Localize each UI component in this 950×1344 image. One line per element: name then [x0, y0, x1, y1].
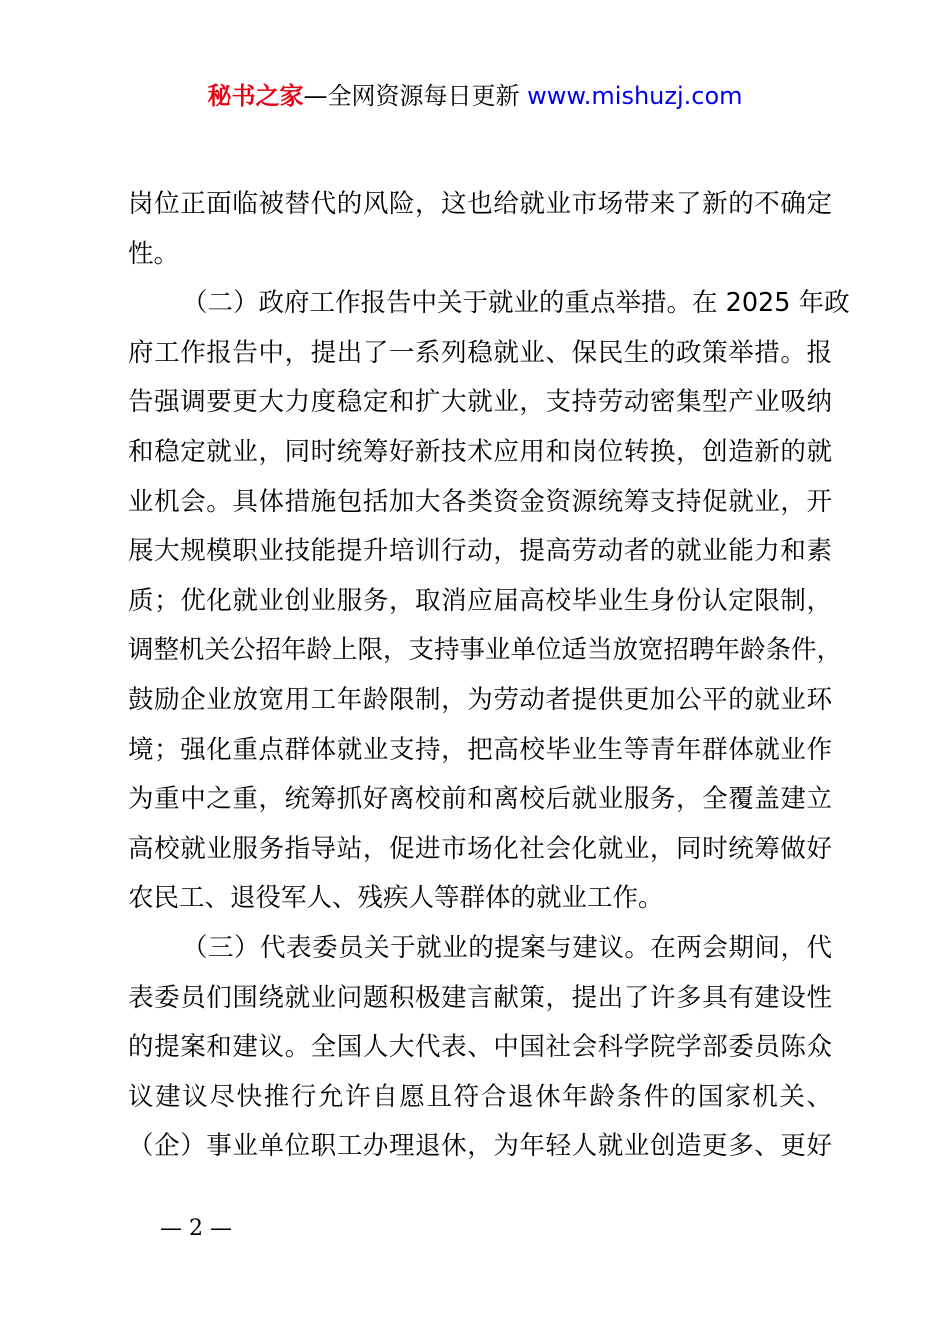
text-line: 和稳定就业，同时统筹好新技术应用和岗位转换，创造新的就: [128, 436, 832, 467]
site-url-link[interactable]: www.mishuzj.com: [527, 82, 743, 110]
text-line: 鼓励企业放宽用工年龄限制，为劳动者提供更加公平的就业环: [128, 684, 832, 715]
text-line: 质；优化就业创业服务，取消应届高校毕业生身份认定限制，: [128, 585, 832, 616]
text-line: 府工作报告中，提出了一系列稳就业、保民生的政策举措。报: [128, 337, 832, 368]
text-line: （企）事业单位职工办理退休，为年轻人就业创造更多、更好: [128, 1131, 832, 1162]
text-line: 展大规模职业技能提升培训行动，提高劳动者的就业能力和素: [128, 536, 832, 567]
section-heading-line: （三）代表委员关于就业的提案与建议。在两会期间，代: [182, 932, 832, 963]
text-line: 境；强化重点群体就业支持，把高校毕业生等青年群体就业作: [128, 734, 832, 765]
text-line: 调整机关公招年龄上限，支持事业单位适当放宽招聘年龄条件，: [128, 635, 843, 666]
header-tagline: —全网资源每日更新: [303, 82, 520, 110]
section-heading-line: （二）政府工作报告中关于就业的重点举措。在 2025 年政: [182, 288, 850, 319]
text-line: 高校就业服务指导站，促进市场化社会化就业，同时统筹做好: [128, 833, 832, 864]
text-line: 岗位正面临被替代的风险，这也给就业市场带来了新的不确定: [128, 189, 832, 219]
text-line: 业机会。具体措施包括加大各类资金资源统筹支持促就业，开: [128, 486, 832, 517]
text-line: 为重中之重，统筹抓好离校前和离校后就业服务，全覆盖建立: [128, 784, 832, 815]
document-body: [128, 180, 850, 1172]
text-line: 农民工、退役军人、残疾人等群体的就业工作。: [128, 883, 664, 914]
site-header: [0, 78, 950, 114]
text-line: 告强调要更大力度稳定和扩大就业，支持劳动密集型产业吸纳: [128, 387, 832, 418]
text-line: 表委员们围绕就业问题积极建言献策，提出了许多具有建设性: [128, 982, 832, 1013]
brand-name: 秘书之家: [207, 82, 304, 110]
text-line: 议建议尽快推行允许自愿且符合退休年龄条件的国家机关、: [128, 1081, 832, 1112]
page-number: — 2 —: [160, 1216, 232, 1241]
text-line: 的提案和建议。全国人大代表、中国社会科学院学部委员陈众: [128, 1032, 832, 1063]
text-line: 性。: [128, 238, 180, 269]
